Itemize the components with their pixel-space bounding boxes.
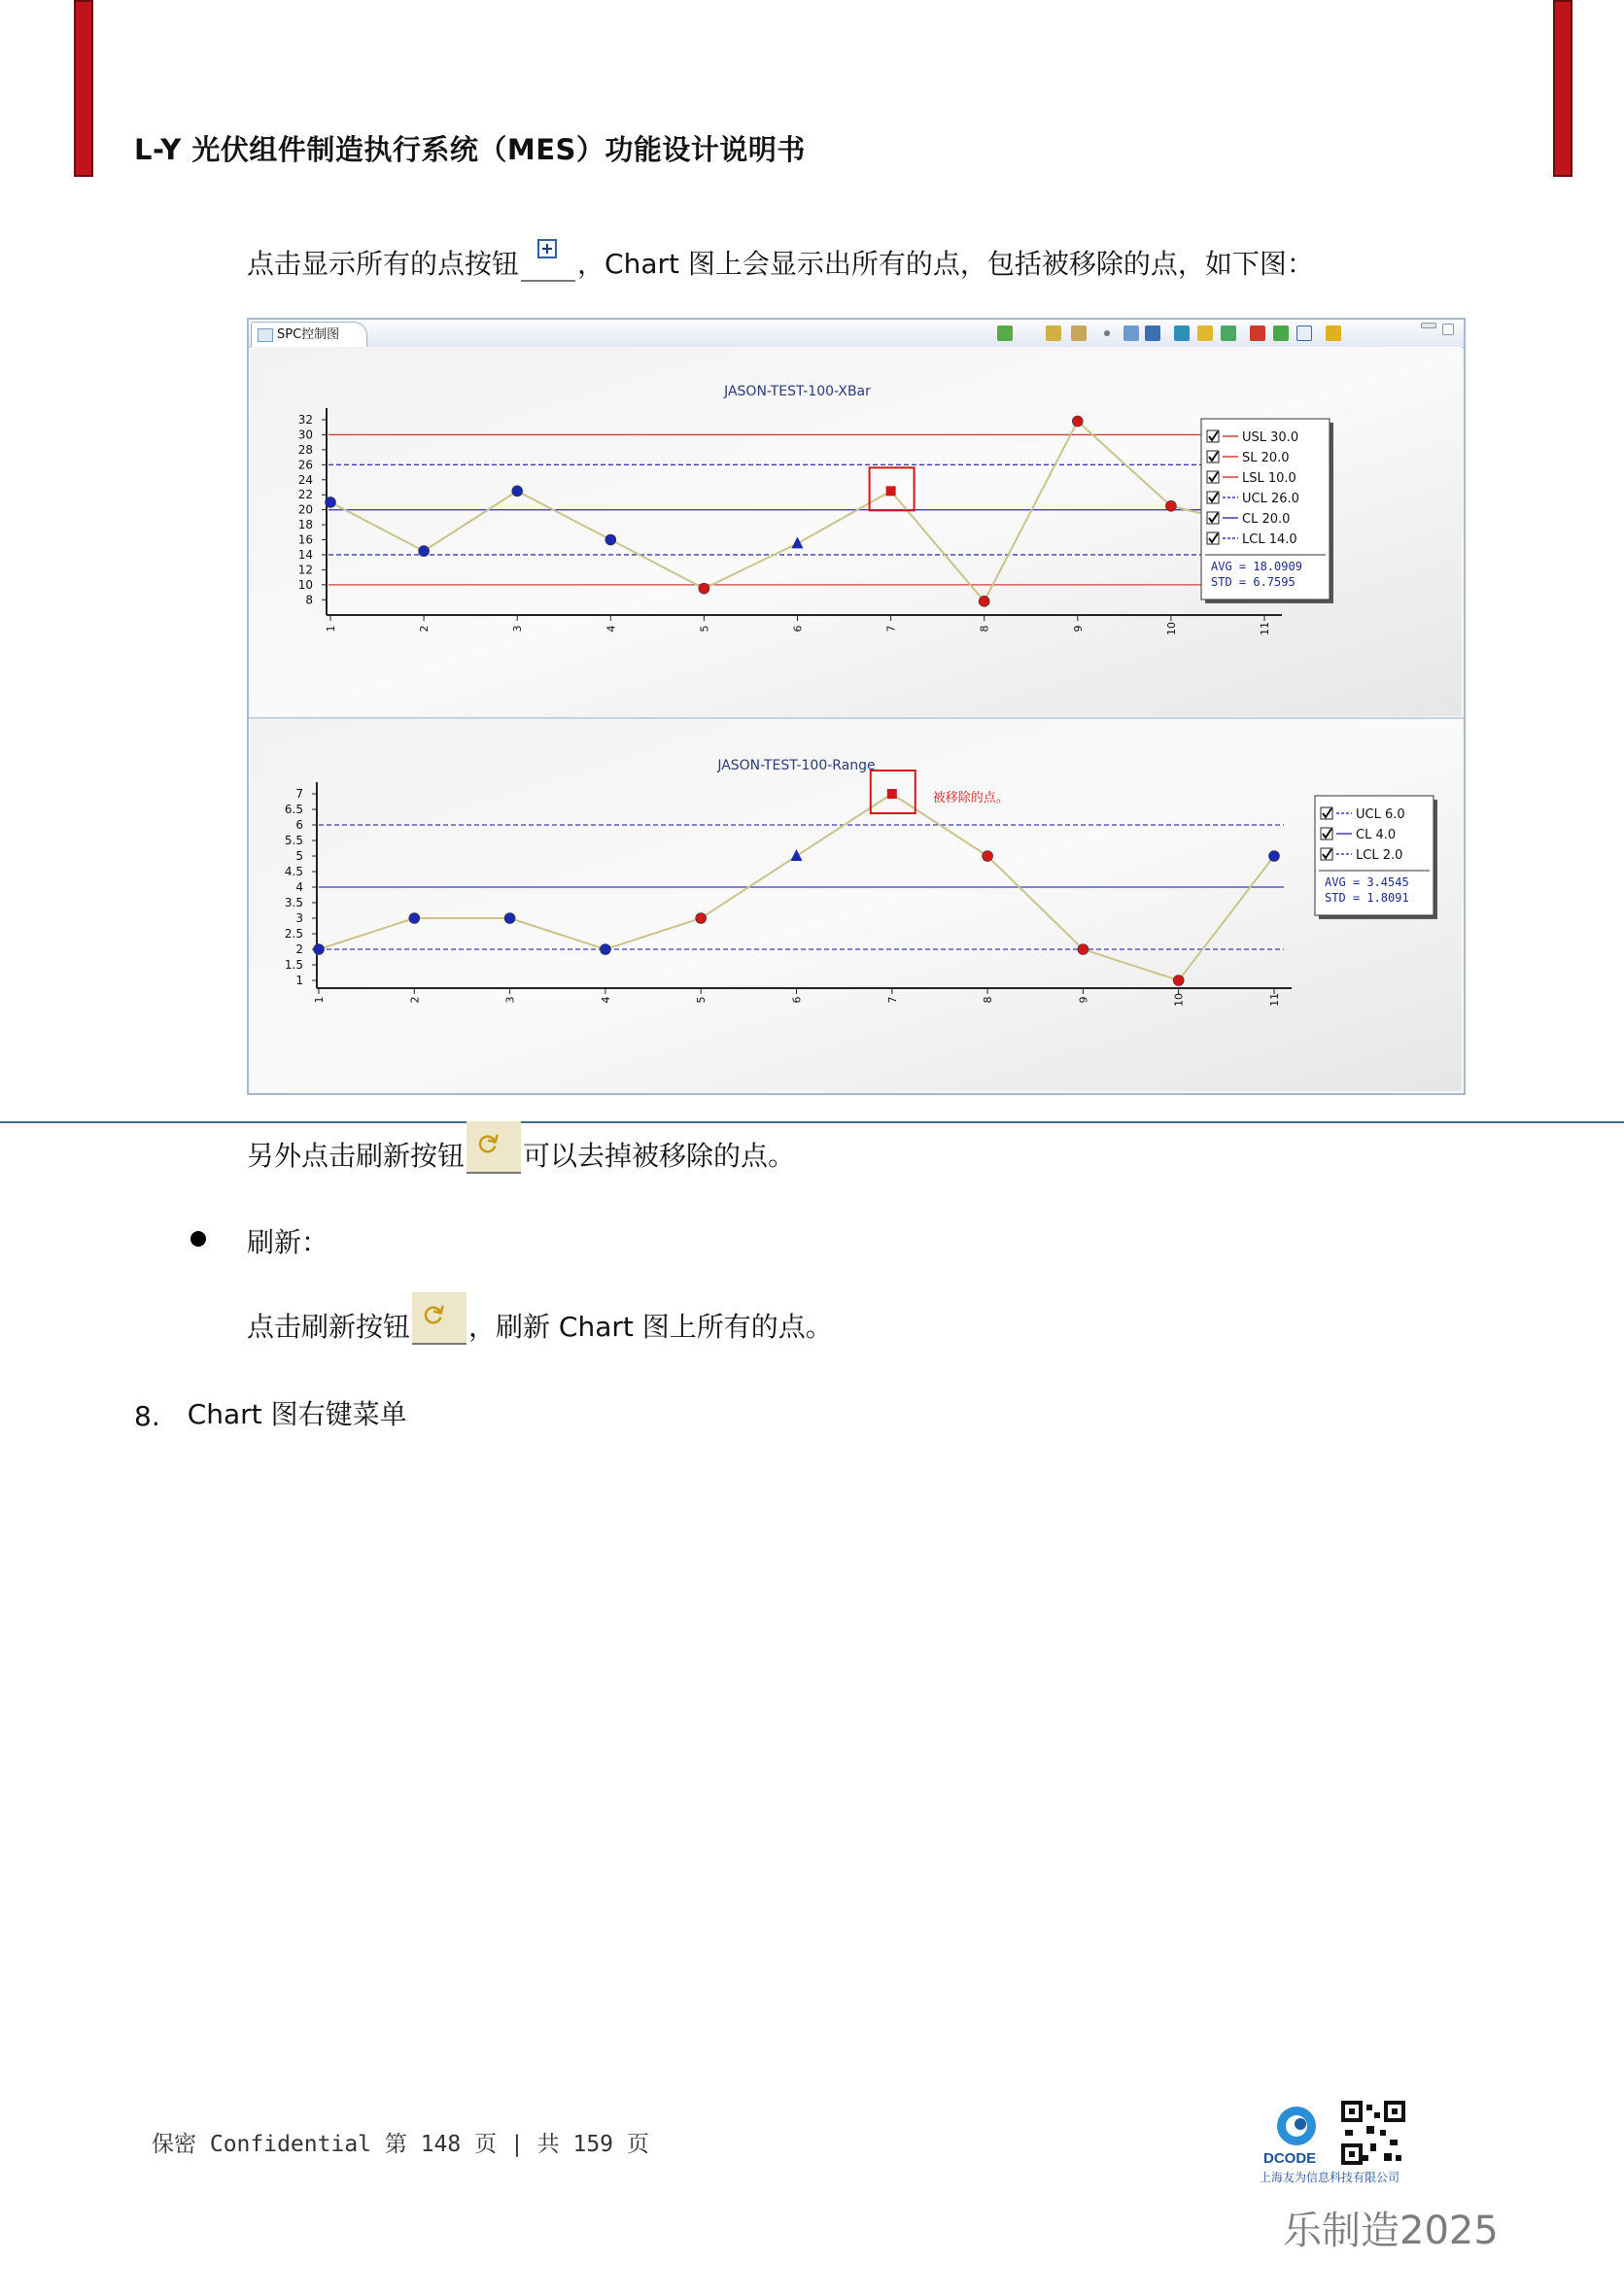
- y-tick-label: 28: [297, 442, 313, 457]
- data-point: [1269, 851, 1280, 862]
- refresh-icon[interactable]: [1326, 326, 1341, 341]
- right-header-bar: [1553, 0, 1572, 177]
- legend-stat: STD = 6.7595: [1211, 575, 1296, 589]
- y-tick-label: 2.5: [284, 927, 303, 941]
- page-footer: 保密 Confidential 第 148 页 | 共 159 页: [152, 2132, 649, 2157]
- filter-icon[interactable]: [1046, 326, 1061, 341]
- x-tick-label: 2: [418, 625, 432, 633]
- refresh-button-icon: ⟳: [466, 1121, 521, 1174]
- export-excel-icon[interactable]: [1174, 326, 1190, 341]
- chart-tab-icon: [258, 328, 273, 342]
- report-icon[interactable]: [1197, 326, 1213, 341]
- range-chart-background: [251, 720, 1462, 1091]
- paragraph-text: 点击显示所有的点按钮: [247, 248, 520, 280]
- tab-spc-control-chart[interactable]: [251, 322, 367, 347]
- legend-entry: LCL 14.0: [1242, 532, 1297, 547]
- annotation-label: 被移除的点。: [932, 791, 1009, 805]
- chart-title: JASON-TEST-100-Range: [717, 758, 876, 773]
- refresh-button-icon: ⟳: [412, 1292, 466, 1345]
- data-point: [979, 596, 989, 606]
- y-tick-label: 1: [295, 974, 303, 987]
- show-all-points-icon[interactable]: [1296, 326, 1312, 341]
- section-heading: [134, 1393, 407, 1432]
- y-tick-label: 10: [297, 577, 313, 592]
- y-tick-label: 32: [297, 413, 313, 427]
- x-tick-label: 7: [885, 996, 899, 1004]
- ruler-icon[interactable]: [1071, 326, 1087, 341]
- paragraph-refresh-all: [247, 1292, 833, 1345]
- data-point: [983, 851, 993, 862]
- legend-stat: AVG = 3.4545: [1325, 875, 1409, 889]
- bullet-item-refresh: 刷新：: [247, 1226, 329, 1258]
- data-point: [887, 789, 897, 799]
- y-tick-label: 4: [295, 880, 303, 894]
- y-tick-label: 6: [295, 818, 303, 832]
- save-icon[interactable]: [1221, 326, 1236, 341]
- data-point: [605, 534, 616, 545]
- legend-entry: SL 20.0: [1242, 451, 1290, 465]
- data-point: [326, 497, 336, 507]
- legend-entry: LCL 2.0: [1356, 848, 1403, 863]
- paragraph-text: ，Chart 图上会显示出所有的点，包括被移除的点，如下图：: [577, 248, 1314, 280]
- y-tick-label: 22: [297, 488, 313, 502]
- remove-point-icon[interactable]: [1250, 326, 1265, 341]
- paragraph-text: 另外点击刷新按钮: [247, 1140, 466, 1172]
- x-tick-label: 3: [503, 996, 517, 1004]
- x-tick-label: 4: [605, 625, 618, 633]
- y-tick-label: 8: [305, 593, 313, 607]
- trend-icon[interactable]: [997, 326, 1013, 341]
- watermark-text: 乐制造2025: [1283, 2209, 1499, 2253]
- x-tick-label: 10: [1172, 993, 1186, 1007]
- y-tick-label: 16: [297, 532, 313, 547]
- paragraph-text: ，刷新 Chart 图上所有的点。: [468, 1311, 833, 1343]
- data-point: [1165, 500, 1176, 511]
- x-tick-label: 4: [599, 996, 612, 1004]
- data-point: [699, 583, 709, 594]
- x-tick-label: 9: [1077, 996, 1090, 1004]
- x-tick-label: 8: [978, 625, 991, 633]
- show-all-points-button-icon: [521, 229, 575, 282]
- y-tick-label: 24: [297, 472, 313, 487]
- legend-entry: LSL 10.0: [1242, 471, 1296, 486]
- left-header-bar: [74, 0, 93, 177]
- legend-entry: UCL 6.0: [1356, 807, 1405, 822]
- data-point: [512, 486, 523, 497]
- y-tick-label: 1.5: [284, 958, 303, 972]
- data-point: [1072, 416, 1083, 427]
- y-tick-label: 5.5: [284, 834, 303, 847]
- minimize-icon[interactable]: [1421, 323, 1436, 328]
- section-title: Chart 图右键菜单: [187, 1398, 407, 1430]
- data-point: [409, 913, 420, 924]
- data-point: [504, 913, 515, 924]
- chart-toolbar: [249, 320, 1464, 348]
- y-tick-label: 20: [297, 502, 313, 517]
- x-tick-label: 11: [1268, 993, 1281, 1007]
- x-tick-label: 9: [1071, 625, 1085, 633]
- y-tick-label: 2: [295, 942, 303, 956]
- y-tick-label: 3: [295, 911, 303, 925]
- y-tick-label: 12: [297, 563, 313, 577]
- paragraph-text: 可以去掉被移除的点。: [523, 1140, 796, 1172]
- x-tick-label: 8: [982, 996, 995, 1004]
- data-point: [886, 486, 896, 496]
- x-tick-label: 10: [1164, 622, 1178, 635]
- x-tick-label: 3: [511, 625, 525, 633]
- data-point: [1078, 944, 1088, 955]
- y-tick-label: 7: [295, 787, 303, 801]
- axis-icon[interactable]: [1145, 326, 1160, 341]
- legend-entry: CL 20.0: [1242, 512, 1291, 527]
- paragraph-show-all-points: [247, 229, 1314, 282]
- logo-text: DCODE: [1263, 2150, 1317, 2167]
- data-point: [419, 546, 430, 557]
- check-icon[interactable]: [1273, 326, 1289, 341]
- y-tick-label: 5: [295, 849, 303, 863]
- bullet-icon: [190, 1231, 206, 1247]
- data-point: [1173, 976, 1184, 986]
- y-tick-label: 3.5: [284, 896, 303, 909]
- y-tick-label: 4.5: [284, 865, 303, 878]
- point-icon[interactable]: [1104, 330, 1110, 336]
- document-title: L-Y 光伏组件制造执行系统（MES）功能设计说明书: [134, 133, 806, 166]
- legend-entry: USL 30.0: [1242, 430, 1299, 445]
- section-number: 8.: [134, 1400, 160, 1432]
- paragraph-text: 点击刷新按钮: [247, 1311, 411, 1343]
- x-tick-label: 1: [313, 996, 326, 1004]
- x-tick-label: 5: [695, 996, 708, 1004]
- tab-label: SPC控制图: [277, 327, 340, 342]
- x-tick-label: 7: [884, 625, 898, 633]
- spc-chart-panel: [247, 318, 1466, 1095]
- y-tick-label: 14: [297, 547, 313, 562]
- data-point: [314, 944, 325, 955]
- data-point: [600, 944, 610, 955]
- x-tick-label: 2: [408, 996, 422, 1004]
- spc-charts: [249, 347, 1464, 1093]
- legend-stat: AVG = 18.0909: [1211, 560, 1302, 573]
- section-divider: [0, 1121, 1624, 1123]
- data-point: [696, 913, 707, 924]
- legend-entry: UCL 26.0: [1242, 492, 1299, 506]
- x-tick-label: 6: [791, 625, 805, 633]
- maximize-icon[interactable]: [1442, 324, 1454, 335]
- x-tick-label: 1: [325, 625, 337, 633]
- company-name: 上海友为信息科技有限公司: [1260, 2171, 1400, 2184]
- y-tick-label: 30: [297, 428, 313, 442]
- qr-code-icon: [1341, 2101, 1405, 2165]
- y-tick-label: 6.5: [284, 803, 303, 816]
- chart-title: JASON-TEST-100-XBar: [724, 384, 871, 399]
- legend-stat: STD = 1.8091: [1325, 891, 1409, 905]
- x-tick-label: 11: [1259, 622, 1271, 635]
- y-tick-label: 26: [297, 458, 313, 472]
- paragraph-refresh-remove: [247, 1121, 795, 1174]
- x-tick-label: 6: [790, 996, 804, 1004]
- x-tick-label: 5: [698, 625, 711, 633]
- histogram-icon[interactable]: [1123, 326, 1139, 341]
- legend-entry: CL 4.0: [1356, 828, 1397, 842]
- y-tick-label: 18: [297, 518, 313, 532]
